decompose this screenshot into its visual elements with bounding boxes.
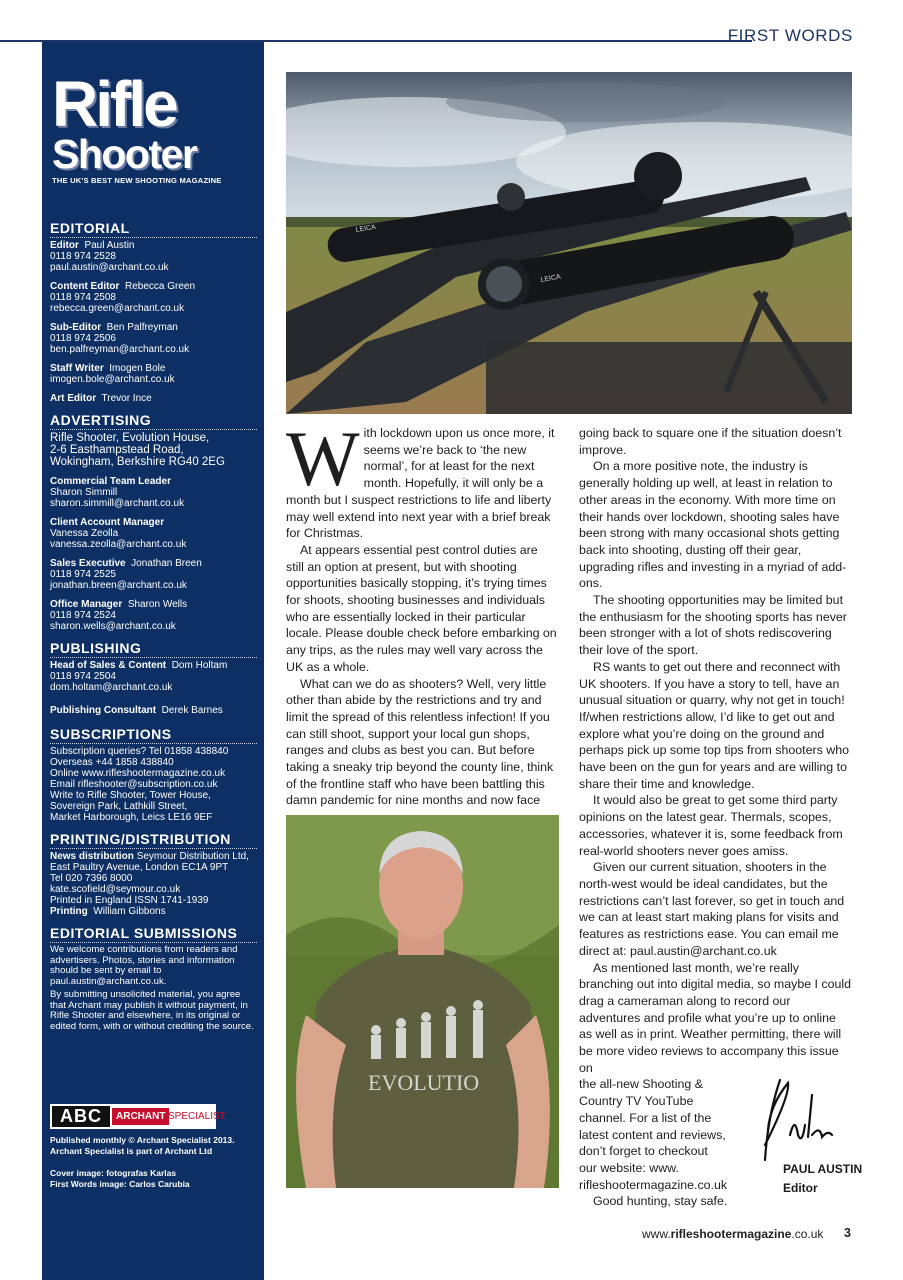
staff-entry: Commercial Team Leader Sharon Simmill sharon.simmill@archant.co.uk [50, 476, 185, 509]
staff-entry: Sub-Editor Ben Palfreyman 0118 974 2506 ben.palfreyman@archant.co.uk [50, 322, 190, 355]
magazine-logo [52, 68, 257, 185]
abc-logo: ABC [52, 1106, 110, 1127]
staff-entry: Content Editor Rebecca Green 0118 974 2508 rebecca.green@archant.co.uk [50, 281, 196, 314]
printing-info: News distribution Seymour Distribution Ltd, East Paultry Avenue, London EC1A 9PT Tel 020 7396 8000 kate.scofield@seymour.co.uk Printed in England ISSN 1741-1939 Printing William Gibbons [50, 851, 249, 917]
rifles-illustration [286, 72, 852, 414]
article-signoff: Good hunting, stay safe. [593, 1194, 728, 1209]
publishing-notes: Published monthly © Archant Specialist 2013. Archant Specialist is part of Archant Ltd Cover image: fotografas Karlas First Words image: Carlos Carubia [50, 1135, 235, 1189]
drop-cap: W [286, 415, 360, 502]
staff-entry: Head of Sales & Content Dom Holtam 0118 974 2504 dom.holtam@archant.co.uk [50, 660, 228, 693]
article-paragraph: What can we do as shooters? Well, very little other than abide by the restrictions and try and limit the spread of this relentless infection! If you can still shoot, support your local gun shops, ranges and clubs as best you can. But before taking a sneaky trip beyond the county line, think of the frontline staff who have been battling this damn pandemic for nine months and now face [286, 676, 554, 808]
staff-entry: Client Account Manager Vanessa Zeolla vanessa.zeolla@archant.co.uk [50, 517, 187, 550]
article-paragraph: At appears essential pest control duties are still an option at present, but with shooting opportunities basically stopping, it’s trying times for shoots, shooting businesses and individuals who are essentially locked in their particular locale. Please double check before embarking on any trips, as the rules may well vary across the UK as a whole. [286, 542, 557, 674]
specialist-logo: SPECIALIST [168, 1111, 226, 1122]
staff-entry: Office Manager Sharon Wells 0118 974 2524 sharon.wells@archant.co.uk [50, 599, 188, 632]
article-paragraph: going back to square one if the situation doesn’t improve. [579, 426, 842, 457]
editor-portrait-photo [286, 815, 559, 1188]
logo-tagline: THE UK'S BEST NEW SHOOTING MAGAZINE [52, 176, 222, 185]
article-paragraph: The shooting opportunities may be limited but the enthusiasm for the shooting sports has never been stronger with a lot of shots rediscovering their love of the sport. [579, 593, 847, 658]
article-paragraph: With lockdown upon us once more, it seems we’re back to ‘the new normal’, for at least for the next month. Hopefully, it will only be a month but I suspect restrictions to life and liberty may well extend into next year with a brief break for Christmas. [286, 415, 555, 541]
masthead-sidebar [42, 42, 264, 1280]
logo-line2: Shooter [52, 131, 197, 177]
article-paragraph: On a more positive note, the industry is generally holding up well, at least in relation to other areas in the economy. With more time on their hands over lockdown, shooting sales have been strong with many occasional shots getting back into shooting, dusting off their gear, upgrading rifles and investing in a myriad of add-ons. [579, 459, 847, 591]
archant-logo: ARCHANT [112, 1108, 169, 1125]
staff-entry: Sales Executive Jonathan Breen 0118 974 2525 jonathan.breen@archant.co.uk [50, 558, 202, 591]
article-paragraph: RS wants to get out there and reconnect with UK shooters. If you have a story to tell, have an unusual situation or quarry, why not get in touch! If/when restrictions allow, I’d like to get out and explore what you’re doing on the ground and perhaps pick up some top tips from shooters who have been on the gun for years and are willing to share their time and knowledge. [579, 659, 849, 791]
author-name: PAUL AUSTIN [783, 1162, 863, 1176]
article-column-1 [286, 415, 558, 809]
editor-illustration [286, 815, 559, 1188]
publishing-heading: PUBLISHING [50, 640, 257, 658]
handwritten-signature [750, 1075, 860, 1170]
advertising-heading: ADVERTISING [50, 412, 257, 430]
staff-entry: Editor Paul Austin 0118 974 2528 paul.austin@archant.co.uk [50, 240, 169, 273]
rifles-photo [286, 72, 852, 414]
author-role: Editor [783, 1181, 818, 1195]
editorial-heading: EDITORIAL [50, 220, 257, 238]
article-paragraph: the all-new Shooting & Country TV YouTube channel. For a list of the latest content and reviews, don’t forget to checkout our website: www. rifleshootermagazine.co.uk [579, 1077, 728, 1192]
section-label: FIRST WORDS [727, 26, 853, 45]
subscriptions-info: Subscription queries? Tel 01858 438840 Overseas +44 1858 438840 Online www.rifleshootermagazine.co.uk Email rifleshooter@subscription.co.uk Write to Rifle Shooter, Tower House, Sovereign Park, Lathkill Street, Market Harborough, Leics LE16 9EF [50, 746, 229, 823]
page-number: 3 [844, 1226, 851, 1240]
staff-entry: Publishing Consultant Derek Barnes [50, 705, 223, 716]
article-paragraph: It would also be great to get some third party opinions on the latest gear. Thermals, scopes, accessories, whatever it is, some feedback from real-world shooters never goes amiss. [579, 793, 843, 858]
website-url[interactable]: www.rifleshootermagazine.co.uk [642, 1227, 824, 1241]
printing-heading: PRINTING/DISTRIBUTION [50, 831, 257, 849]
article-paragraph: Given our current situation, shooters in the north-west would be ideal candidates, but the restrictions can’t last forever, so get in touch and we can at least start making plans for visits and features as restrictions ease. You can email me direct at: paul.austin@archant.co.uk [579, 860, 845, 958]
submissions-text: We welcome contributions from readers and advertisers. Photos, stories and information should be sent by email to paul.austin@archant.co.uk. [50, 944, 238, 987]
staff-entry: Art Editor Trevor Ince [50, 393, 152, 404]
shirt-print-text: EVOLUTIO [368, 1070, 480, 1095]
article-paragraph: As mentioned last month, we’re really branching out into digital media, so maybe I could drag a cameraman along to record our adventures and profile what you’re up to online as well as in print. Weather permitting, there will be more video reviews to accompany this issue on [579, 960, 852, 1075]
submissions-disclaimer: By submitting unsolicited material, you agree that Archant may publish it without payment, in Rifle Shooter and elsewhere, in its original or edited form, with or without crediting the source. [50, 989, 254, 1032]
advertising-address: Rifle Shooter, Evolution House, 2-6 Easthampstead Road, Wokingham, Berkshire RG40 2EG [50, 432, 225, 468]
staff-entry: Staff Writer Imogen Bole imogen.bole@archant.co.uk [50, 363, 175, 385]
submissions-heading: EDITORIAL SUBMISSIONS [50, 925, 257, 943]
subscriptions-heading: SUBSCRIPTIONS [50, 726, 257, 744]
publisher-badges [50, 1104, 226, 1129]
scope-brand-1: LEICA [355, 223, 377, 234]
logo-line1: Rifle [52, 68, 176, 140]
masthead-credits [50, 220, 257, 1035]
scope-brand-2: LEICA [540, 273, 562, 284]
